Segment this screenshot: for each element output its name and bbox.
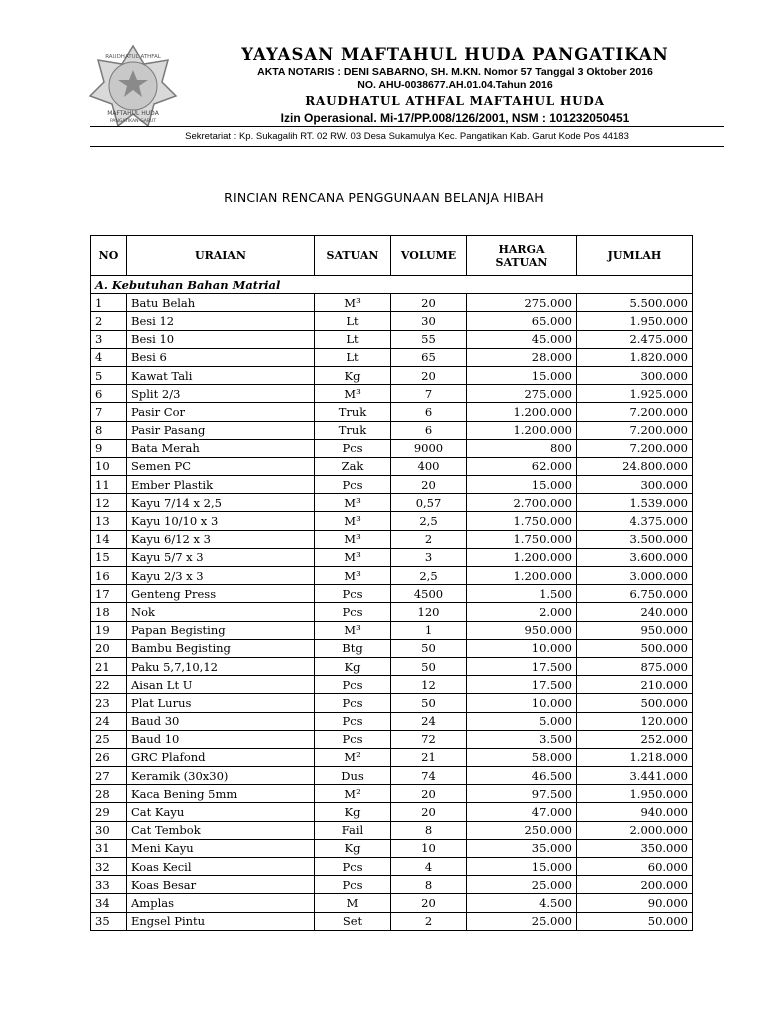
row-volume: 2,5 — [391, 567, 467, 585]
table-row — [91, 858, 693, 876]
header-harga-line1: HARGA — [498, 242, 545, 256]
row-no: 17 — [91, 585, 127, 603]
org-block — [190, 44, 720, 126]
table-row — [91, 294, 693, 312]
row-harga-satuan: 800 — [467, 439, 577, 457]
row-jumlah: 2.475.000 — [577, 330, 693, 348]
row-volume: 20 — [391, 803, 467, 821]
row-no: 2 — [91, 312, 127, 330]
row-jumlah: 500.000 — [577, 694, 693, 712]
row-uraian: Engsel Pintu — [127, 912, 315, 930]
row-satuan: M³ — [315, 385, 391, 403]
row-jumlah: 200.000 — [577, 876, 693, 894]
row-harga-satuan: 97.500 — [467, 785, 577, 803]
row-volume: 120 — [391, 603, 467, 621]
row-volume: 20 — [391, 785, 467, 803]
row-satuan: M — [315, 894, 391, 912]
row-jumlah: 50.000 — [577, 912, 693, 930]
table-row — [91, 585, 693, 603]
row-jumlah: 90.000 — [577, 894, 693, 912]
row-no: 35 — [91, 912, 127, 930]
row-jumlah: 500.000 — [577, 639, 693, 657]
row-harga-satuan: 10.000 — [467, 639, 577, 657]
table-row — [91, 567, 693, 585]
row-uraian: Kayu 5/7 x 3 — [127, 548, 315, 566]
row-uraian: Batu Belah — [127, 294, 315, 312]
row-satuan: Pcs — [315, 439, 391, 457]
table-row — [91, 512, 693, 530]
row-volume: 72 — [391, 730, 467, 748]
row-satuan: Lt — [315, 348, 391, 366]
row-uraian: Pasir Pasang — [127, 421, 315, 439]
row-harga-satuan: 46.500 — [467, 767, 577, 785]
table-row — [91, 639, 693, 657]
address: Sekretariat : Kp. Sukagalih RT. 02 RW. 03 Desa Sukamulya Kec. Pangatikan Kab. Garut Kode Pos 44183 — [185, 131, 629, 142]
table-row — [91, 366, 693, 384]
row-no: 13 — [91, 512, 127, 530]
logo-line2: PANGATIKAN-GARUT — [109, 119, 157, 124]
row-volume: 2 — [391, 912, 467, 930]
row-jumlah: 3.000.000 — [577, 567, 693, 585]
row-satuan: Pcs — [315, 858, 391, 876]
logo-line1: MAFTAHUL HUDA — [107, 110, 159, 117]
header-volume: VOLUME — [391, 236, 467, 276]
row-harga-satuan: 5.000 — [467, 712, 577, 730]
row-jumlah: 3.600.000 — [577, 548, 693, 566]
row-volume: 4500 — [391, 585, 467, 603]
row-harga-satuan: 28.000 — [467, 348, 577, 366]
row-volume: 2,5 — [391, 512, 467, 530]
logo-arc-text: RAUDHATUL ATHFAL — [105, 54, 161, 60]
row-satuan: Pcs — [315, 476, 391, 494]
row-uraian: Keramik (30x30) — [127, 767, 315, 785]
row-uraian: Amplas — [127, 894, 315, 912]
row-jumlah: 7.200.000 — [577, 403, 693, 421]
row-no: 32 — [91, 858, 127, 876]
row-uraian: Kayu 2/3 x 3 — [127, 567, 315, 585]
row-harga-satuan: 1.750.000 — [467, 512, 577, 530]
row-uraian: Kayu 10/10 x 3 — [127, 512, 315, 530]
row-satuan: Lt — [315, 312, 391, 330]
row-harga-satuan: 250.000 — [467, 821, 577, 839]
table-row — [91, 476, 693, 494]
row-jumlah: 252.000 — [577, 730, 693, 748]
row-jumlah: 4.375.000 — [577, 512, 693, 530]
row-harga-satuan: 15.000 — [467, 476, 577, 494]
row-uraian: Baud 10 — [127, 730, 315, 748]
row-no: 7 — [91, 403, 127, 421]
table-row — [91, 421, 693, 439]
row-harga-satuan: 25.000 — [467, 912, 577, 930]
row-uraian: Koas Kecil — [127, 858, 315, 876]
row-uraian: Papan Begisting — [127, 621, 315, 639]
row-no: 28 — [91, 785, 127, 803]
row-harga-satuan: 17.500 — [467, 676, 577, 694]
row-satuan: M³ — [315, 512, 391, 530]
row-volume: 8 — [391, 821, 467, 839]
row-satuan: Kg — [315, 839, 391, 857]
table-row — [91, 694, 693, 712]
table-row — [91, 894, 693, 912]
row-no: 26 — [91, 748, 127, 766]
row-harga-satuan: 15.000 — [467, 366, 577, 384]
table-row — [91, 385, 693, 403]
row-satuan: M³ — [315, 294, 391, 312]
row-satuan: Pcs — [315, 730, 391, 748]
row-volume: 20 — [391, 476, 467, 494]
budget-table — [90, 235, 693, 931]
row-jumlah: 1.539.000 — [577, 494, 693, 512]
row-volume: 9000 — [391, 439, 467, 457]
row-satuan: Pcs — [315, 694, 391, 712]
row-volume: 20 — [391, 366, 467, 384]
table-header-row — [91, 236, 693, 276]
row-uraian: Cat Tembok — [127, 821, 315, 839]
akta-notaris: AKTA NOTARIS : DENI SABARNO, SH. M.KN. Nomor 57 Tanggal 3 Oktober 2016 — [257, 66, 653, 78]
row-harga-satuan: 15.000 — [467, 858, 577, 876]
row-no: 23 — [91, 694, 127, 712]
row-no: 30 — [91, 821, 127, 839]
section-row — [91, 276, 693, 294]
table-row — [91, 548, 693, 566]
row-volume: 10 — [391, 839, 467, 857]
row-no: 22 — [91, 676, 127, 694]
row-harga-satuan: 275.000 — [467, 294, 577, 312]
table-row — [91, 821, 693, 839]
row-uraian: Paku 5,7,10,12 — [127, 657, 315, 675]
row-no: 4 — [91, 348, 127, 366]
row-volume: 50 — [391, 694, 467, 712]
row-harga-satuan: 1.200.000 — [467, 403, 577, 421]
row-uraian: Plat Lurus — [127, 694, 315, 712]
table-row — [91, 494, 693, 512]
table-row — [91, 839, 693, 857]
row-jumlah: 1.218.000 — [577, 748, 693, 766]
row-satuan: Set — [315, 912, 391, 930]
row-uraian: Besi 12 — [127, 312, 315, 330]
row-uraian: Aisan Lt U — [127, 676, 315, 694]
header-no: NO — [91, 236, 127, 276]
row-satuan: Pcs — [315, 603, 391, 621]
row-volume: 400 — [391, 457, 467, 475]
row-volume: 65 — [391, 348, 467, 366]
row-volume: 7 — [391, 385, 467, 403]
row-jumlah: 60.000 — [577, 858, 693, 876]
row-no: 18 — [91, 603, 127, 621]
row-jumlah: 1.950.000 — [577, 312, 693, 330]
row-uraian: Cat Kayu — [127, 803, 315, 821]
row-harga-satuan: 4.500 — [467, 894, 577, 912]
row-satuan: M³ — [315, 530, 391, 548]
row-satuan: M² — [315, 785, 391, 803]
row-volume: 4 — [391, 858, 467, 876]
row-satuan: M² — [315, 748, 391, 766]
row-jumlah: 6.750.000 — [577, 585, 693, 603]
row-volume: 6 — [391, 421, 467, 439]
row-harga-satuan: 45.000 — [467, 330, 577, 348]
table-row — [91, 712, 693, 730]
row-no: 8 — [91, 421, 127, 439]
school-name: RAUDHATUL ATHFAL MAFTAHUL HUDA — [305, 94, 605, 108]
row-no: 20 — [91, 639, 127, 657]
row-jumlah: 120.000 — [577, 712, 693, 730]
row-uraian: Meni Kayu — [127, 839, 315, 857]
row-harga-satuan: 3.500 — [467, 730, 577, 748]
row-uraian: GRC Plafond — [127, 748, 315, 766]
table-row — [91, 603, 693, 621]
row-volume: 50 — [391, 639, 467, 657]
table-row — [91, 312, 693, 330]
header-rule-bottom — [90, 146, 724, 147]
table-row — [91, 676, 693, 694]
star-badge-icon — [88, 44, 178, 130]
row-no: 29 — [91, 803, 127, 821]
row-satuan: Pcs — [315, 585, 391, 603]
row-volume: 21 — [391, 748, 467, 766]
row-satuan: Truk — [315, 403, 391, 421]
row-satuan: Pcs — [315, 876, 391, 894]
row-harga-satuan: 1.750.000 — [467, 530, 577, 548]
row-uraian: Pasir Cor — [127, 403, 315, 421]
header-rule-top — [90, 126, 724, 127]
table-row — [91, 876, 693, 894]
row-satuan: Kg — [315, 657, 391, 675]
row-harga-satuan: 35.000 — [467, 839, 577, 857]
row-volume: 0,57 — [391, 494, 467, 512]
table-row — [91, 439, 693, 457]
row-volume: 20 — [391, 894, 467, 912]
header-uraian: URAIAN — [127, 236, 315, 276]
header-harga-satuan — [467, 236, 577, 276]
row-uraian: Bambu Begisting — [127, 639, 315, 657]
table-row — [91, 657, 693, 675]
row-jumlah: 300.000 — [577, 366, 693, 384]
row-uraian: Bata Merah — [127, 439, 315, 457]
row-satuan: Btg — [315, 639, 391, 657]
row-jumlah: 300.000 — [577, 476, 693, 494]
row-jumlah: 5.500.000 — [577, 294, 693, 312]
letterhead — [0, 0, 768, 150]
row-satuan: Lt — [315, 330, 391, 348]
row-jumlah: 7.200.000 — [577, 421, 693, 439]
row-uraian: Semen PC — [127, 457, 315, 475]
row-jumlah: 1.925.000 — [577, 385, 693, 403]
row-satuan: Kg — [315, 366, 391, 384]
row-harga-satuan: 1.500 — [467, 585, 577, 603]
row-volume: 12 — [391, 676, 467, 694]
row-jumlah: 2.000.000 — [577, 821, 693, 839]
row-uraian: Split 2/3 — [127, 385, 315, 403]
row-volume: 24 — [391, 712, 467, 730]
header-harga-line2: SATUAN — [495, 255, 548, 269]
row-uraian: Kawat Tali — [127, 366, 315, 384]
row-no: 27 — [91, 767, 127, 785]
ahu-number: NO. AHU-0038677.AH.01.04.Tahun 2016 — [357, 79, 553, 91]
row-no: 21 — [91, 657, 127, 675]
row-satuan: Kg — [315, 803, 391, 821]
row-volume: 2 — [391, 530, 467, 548]
row-volume: 20 — [391, 294, 467, 312]
row-volume: 50 — [391, 657, 467, 675]
row-no: 15 — [91, 548, 127, 566]
row-jumlah: 3.441.000 — [577, 767, 693, 785]
row-no: 10 — [91, 457, 127, 475]
row-jumlah: 350.000 — [577, 839, 693, 857]
row-no: 5 — [91, 366, 127, 384]
row-uraian: Baud 30 — [127, 712, 315, 730]
table-row — [91, 530, 693, 548]
row-harga-satuan: 1.200.000 — [467, 567, 577, 585]
row-jumlah: 210.000 — [577, 676, 693, 694]
row-harga-satuan: 25.000 — [467, 876, 577, 894]
row-satuan: M³ — [315, 621, 391, 639]
table-row — [91, 730, 693, 748]
row-jumlah: 875.000 — [577, 657, 693, 675]
row-jumlah: 3.500.000 — [577, 530, 693, 548]
row-jumlah: 940.000 — [577, 803, 693, 821]
row-volume: 8 — [391, 876, 467, 894]
row-uraian: Kayu 7/14 x 2,5 — [127, 494, 315, 512]
row-no: 6 — [91, 385, 127, 403]
row-uraian: Kayu 6/12 x 3 — [127, 530, 315, 548]
row-no: 24 — [91, 712, 127, 730]
row-jumlah: 950.000 — [577, 621, 693, 639]
document-title: RINCIAN RENCANA PENGGUNAAN BELANJA HIBAH — [224, 190, 544, 205]
row-harga-satuan: 47.000 — [467, 803, 577, 821]
row-volume: 55 — [391, 330, 467, 348]
row-harga-satuan: 17.500 — [467, 657, 577, 675]
row-jumlah: 1.950.000 — [577, 785, 693, 803]
row-satuan: Pcs — [315, 676, 391, 694]
header-jumlah: JUMLAH — [577, 236, 693, 276]
row-no: 9 — [91, 439, 127, 457]
row-jumlah: 1.820.000 — [577, 348, 693, 366]
row-volume: 74 — [391, 767, 467, 785]
row-volume: 3 — [391, 548, 467, 566]
row-no: 33 — [91, 876, 127, 894]
row-no: 25 — [91, 730, 127, 748]
row-no: 14 — [91, 530, 127, 548]
row-harga-satuan: 2.000 — [467, 603, 577, 621]
section-label: A. Kebutuhan Bahan Matrial — [91, 276, 693, 294]
row-satuan: M³ — [315, 548, 391, 566]
row-satuan: Dus — [315, 767, 391, 785]
table-row — [91, 785, 693, 803]
row-jumlah: 7.200.000 — [577, 439, 693, 457]
row-no: 34 — [91, 894, 127, 912]
table-row — [91, 457, 693, 475]
row-no: 3 — [91, 330, 127, 348]
table-row — [91, 803, 693, 821]
org-name: YAYASAN MAFTAHUL HUDA PANGATIKAN — [241, 45, 669, 64]
table-row — [91, 330, 693, 348]
row-jumlah: 240.000 — [577, 603, 693, 621]
row-no: 12 — [91, 494, 127, 512]
table-row — [91, 767, 693, 785]
row-no: 1 — [91, 294, 127, 312]
row-volume: 30 — [391, 312, 467, 330]
row-harga-satuan: 62.000 — [467, 457, 577, 475]
izin-operasional: Izin Operasional. Mi-17/PP.008/126/2001, NSM : 101232050451 — [280, 111, 630, 125]
row-uraian: Koas Besar — [127, 876, 315, 894]
row-harga-satuan: 275.000 — [467, 385, 577, 403]
row-no: 31 — [91, 839, 127, 857]
row-volume: 6 — [391, 403, 467, 421]
header-satuan: SATUAN — [315, 236, 391, 276]
row-harga-satuan: 1.200.000 — [467, 421, 577, 439]
row-satuan: Fail — [315, 821, 391, 839]
row-satuan: Zak — [315, 457, 391, 475]
row-jumlah: 24.800.000 — [577, 457, 693, 475]
row-harga-satuan: 950.000 — [467, 621, 577, 639]
table-row — [91, 912, 693, 930]
row-no: 16 — [91, 567, 127, 585]
row-volume: 1 — [391, 621, 467, 639]
table-row — [91, 403, 693, 421]
row-uraian: Besi 6 — [127, 348, 315, 366]
row-no: 19 — [91, 621, 127, 639]
table-row — [91, 348, 693, 366]
row-uraian: Genteng Press — [127, 585, 315, 603]
row-satuan: Pcs — [315, 712, 391, 730]
row-satuan: M³ — [315, 567, 391, 585]
row-harga-satuan: 10.000 — [467, 694, 577, 712]
table-row — [91, 748, 693, 766]
row-satuan: M³ — [315, 494, 391, 512]
row-uraian: Nok — [127, 603, 315, 621]
table-row — [91, 621, 693, 639]
row-uraian: Ember Plastik — [127, 476, 315, 494]
row-no: 11 — [91, 476, 127, 494]
row-harga-satuan: 65.000 — [467, 312, 577, 330]
row-harga-satuan: 1.200.000 — [467, 548, 577, 566]
row-uraian: Besi 10 — [127, 330, 315, 348]
row-harga-satuan: 58.000 — [467, 748, 577, 766]
row-uraian: Kaca Bening 5mm — [127, 785, 315, 803]
row-satuan: Truk — [315, 421, 391, 439]
row-harga-satuan: 2.700.000 — [467, 494, 577, 512]
